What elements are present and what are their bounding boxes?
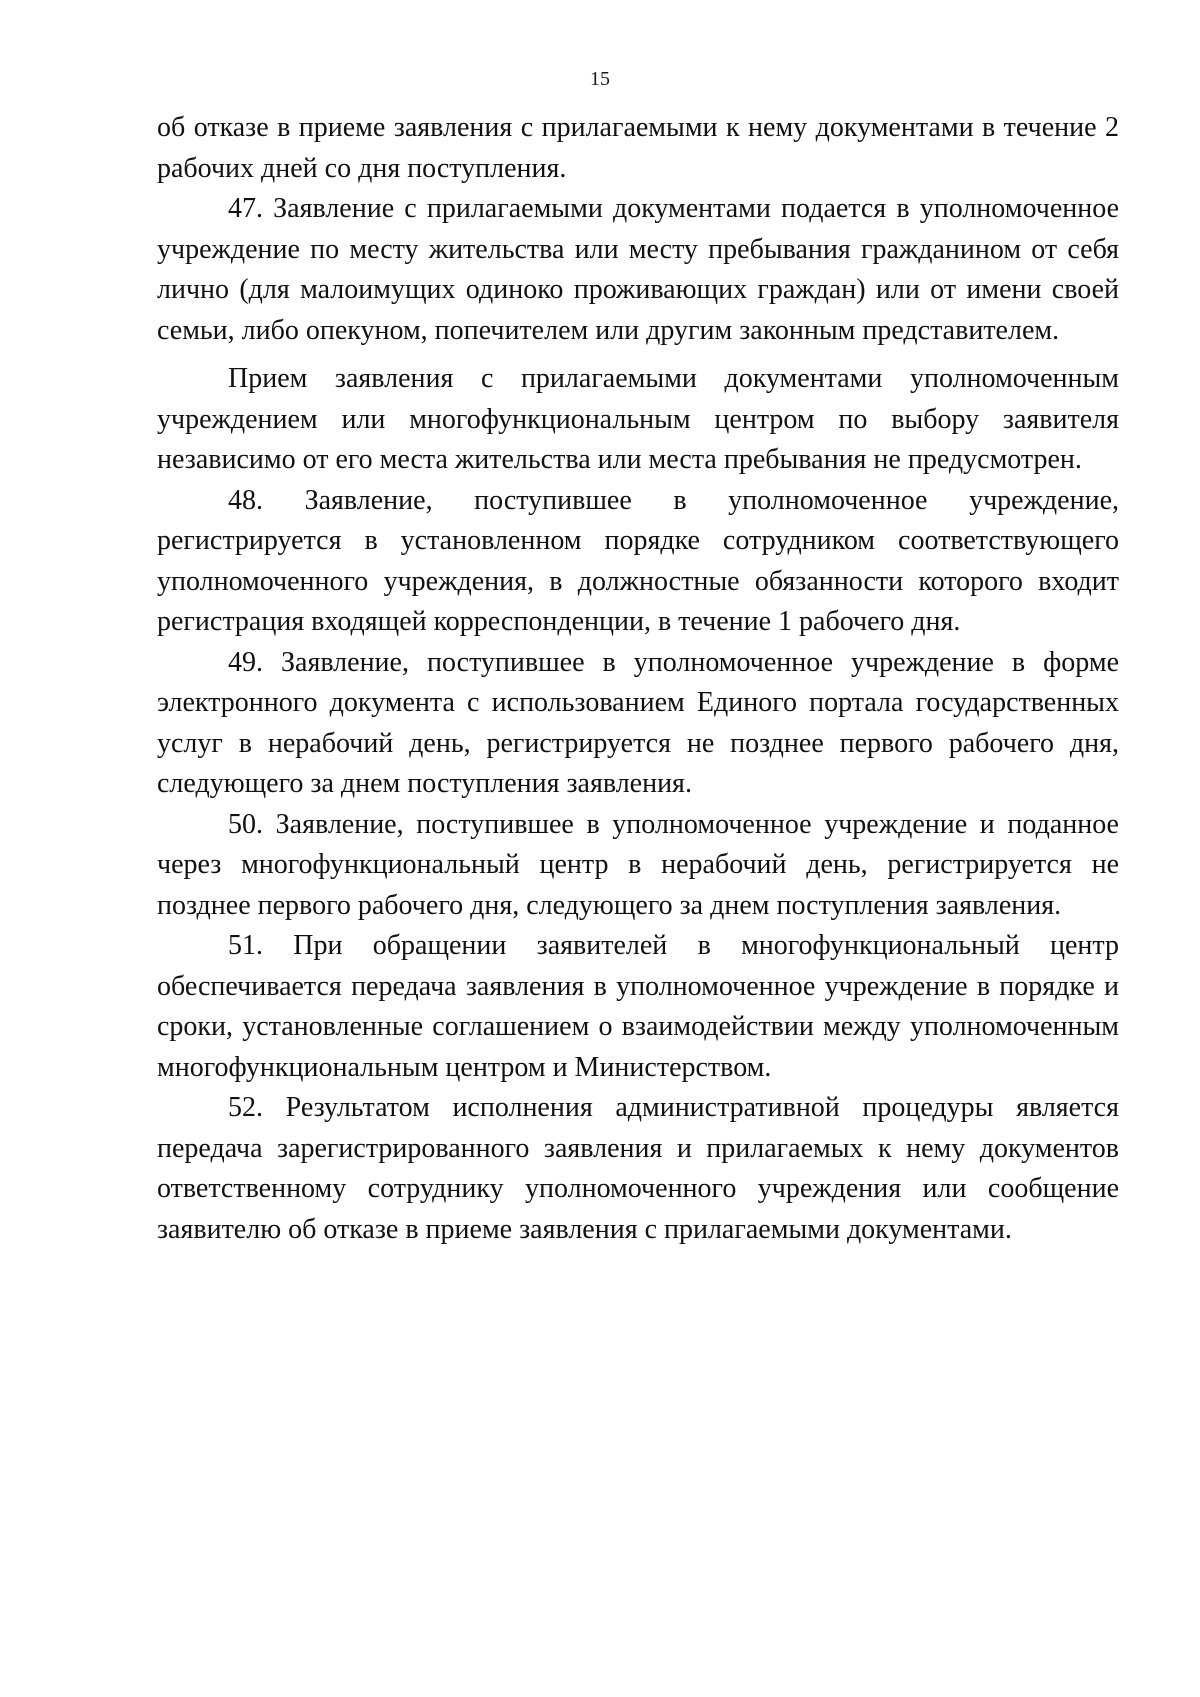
paragraph-continuation: об отказе в приеме заявления с прилагаемыми к нему документами в течение 2 рабочих дней со дня поступления. bbox=[157, 112, 1119, 184]
paragraph-50: 50. Заявление, поступившее в уполномоченное учреждение и поданное через многофункциональный центр в нерабочий день, регистрируется не позднее первого рабочего дня, следующего за днем поступления заявления. bbox=[157, 808, 1119, 921]
page-number: 15 bbox=[590, 68, 610, 90]
paragraph-51: 51. При обращении заявителей в многофункциональный центр обеспечивается передача заявления в уполномоченное учреждение в порядке и сроки, установленные соглашением о взаимодействии между уполномоченным многофункциональным центром и Министерством. bbox=[157, 930, 1119, 1083]
paragraph-49: 49. Заявление, поступившее в уполномоченное учреждение в форме электронного документа с использованием Единого портала государственных услуг в нерабочий день, регистрируется не позднее первого рабочего дня, следующего за днем поступления заявления. bbox=[157, 646, 1119, 799]
paragraph-48: 48. Заявление, поступившее в уполномоченное учреждение, регистрируется в установленном порядке сотрудником соответствующего уполномоченного учреждения, в должностные обязанности которого входит регистрация входящей корреспонденции, в течение 1 рабочего дня. bbox=[157, 484, 1119, 637]
paragraph-52: 52. Результатом исполнения административной процедуры является передача зарегистрированного заявления и прилагаемых к нему документов ответственному сотруднику уполномоченного учреждения или сообщение заявителю об отказе в приеме заявления с прилагаемыми документами. bbox=[157, 1092, 1119, 1245]
paragraph-reception: Прием заявления с прилагаемыми документами уполномоченным учреждением или многофункциональным центром по выбору заявителя независимо от его места жительства или места пребывания не предусмотрен. bbox=[157, 363, 1119, 475]
document-body bbox=[157, 108, 1119, 1250]
paragraph-47: 47. Заявление с прилагаемыми документами подается в уполномоченное учреждение по месту жительства или месту пребывания гражданином от себя лично (для малоимущих одиноко проживающих граждан) или от имени своей семьи, либо опекуном, попечителем или другим законным представителем. bbox=[157, 193, 1119, 346]
